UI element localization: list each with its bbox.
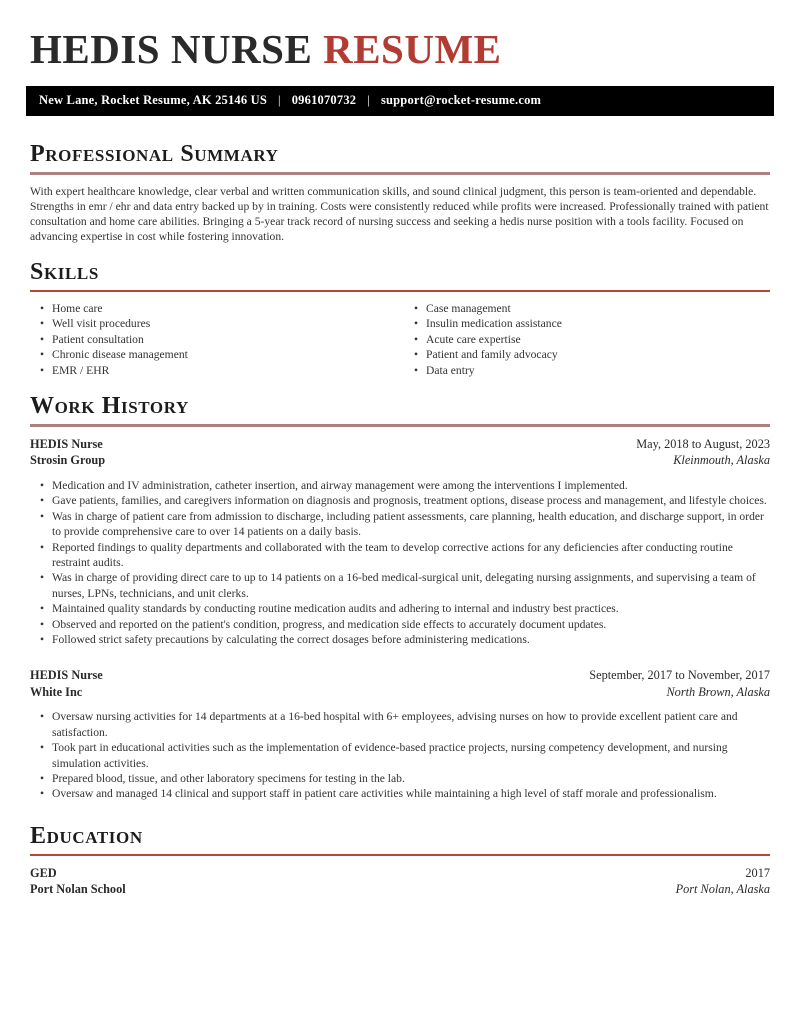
resume-title-primary: HEDIS NURSE [30,26,313,72]
job-title-row [30,436,770,453]
job-dates: May, 2018 to August, 2023 [636,436,770,451]
job-bullet-list [30,478,770,647]
skill-item: • EMR / EHR [30,363,399,378]
job-bullet: • Followed strict safety precautions by calculating the correct dosages before administering medications. [30,632,770,647]
education-year: 2017 [745,865,770,880]
job-dates: September, 2017 to November, 2017 [589,668,770,683]
contact-separator: | [367,93,370,108]
contact-address: New Lane, Rocket Resume, AK 25146 US [39,93,268,108]
section-rule [30,172,770,175]
job-bullet: • Reported findings to quality departments and collaborated with the team to develop corrective actions for any deficiencies after conducting routine restraint audits. [30,540,770,571]
job-bullet: • Took part in educational activities such as the implementation of evidence-based practice projects, nursing competency development, and nursing simulation activities. [30,740,770,771]
education-heading: Education [30,822,143,849]
job-location: Kleinmouth, Alaska [673,453,770,468]
skill-item: • Patient consultation [30,332,399,347]
job-bullet: • Oversaw nursing activities for 14 departments at a 16-bed hospital with 6+ employees, advising nurses on how to provide excellent patient care and satisfaction. [30,709,770,740]
skill-item: • Patient and family advocacy [401,347,770,362]
job-bullet: • Maintained quality standards by conducting routine medication audits and adhering to internal and industry best practices. [30,601,770,616]
job-entry [30,436,770,647]
education-entry [30,865,770,898]
skill-item: • Chronic disease management [30,347,399,362]
job-title: HEDIS Nurse [30,436,103,451]
education-school-row [30,881,770,898]
skill-item: • Acute care expertise [401,332,770,347]
job-company: Strosin Group [30,453,106,468]
summary-text: With expert healthcare knowledge, clear verbal and written communication skills, and sound clinical judgment, this person is team-oriented and dependable. Strengths in emr / ehr and data entry backed up by in training. Costs were consistently reduced while profits were increased. Professionally trained with patient consultation and home care abilities. Bringing a 5-year track record of nursing success and seeking a hedis nurse position with a tools facility. Focused on advancing expertise in cost while fostering innovation. [30,184,769,243]
section-rule [30,424,770,427]
job-bullet-list [30,709,770,801]
summary-heading: Professional Summary [30,140,279,167]
job-title: HEDIS Nurse [30,668,103,683]
education-degree-row [30,865,770,882]
job-company-row [30,452,770,469]
job-company: White Inc [30,684,83,699]
contact-email: support@rocket-resume.com [380,93,542,108]
job-bullet: • Prepared blood, tissue, and other laboratory specimens for testing in the lab. [30,771,770,786]
education-school: Port Nolan School [30,882,126,897]
skill-item: • Case management [401,301,770,316]
job-bullet: • Medication and IV administration, catheter insertion, and airway management were among the interventions I implemented. [30,478,770,493]
skills-column-left [30,301,399,378]
skill-item: • Well visit procedures [30,316,399,331]
section-skills [30,260,770,378]
job-location: North Brown, Alaska [666,684,770,699]
section-rule [30,290,770,292]
job-company-row [30,684,770,701]
education-location: Port Nolan, Alaska [675,882,770,897]
job-bullet: • Was in charge of providing direct care to up to 14 patients on a 16-bed medical-surgical unit, delegating nursing assignments, and supervising a team of nurses, LPNs, technicians, and unit clerks. [30,570,770,601]
education-degree: GED [30,865,57,880]
job-bullet: • Observed and reported on the patient's condition, progress, and medication side effects to accurately document updates. [30,617,770,632]
skill-item: • Home care [30,301,399,316]
work-history-heading: Work History [30,392,189,419]
resume-title [30,27,770,73]
job-title-row [30,667,770,684]
skills-grid [30,301,770,378]
skills-heading: Skills [30,258,99,285]
job-bullet: • Was in charge of patient care from admission to discharge, including patient assessments, care planning, health education, and discharge support, in order to provide comprehensive care to over 14 patients on a daily basis. [30,509,770,540]
section-work-history [30,394,770,802]
job-bullet: • Oversaw and managed 14 clinical and support staff in patient care activities while maintaining a high level of staff morale and professionalism. [30,786,770,801]
section-rule [30,854,770,856]
contact-separator: | [278,93,281,108]
skills-column-right [401,301,770,378]
contact-phone: 0961070732 [291,93,357,108]
job-bullet: • Gave patients, families, and caregivers information on diagnosis and prognosis, treatment options, disease process and management, and lifestyle choices. [30,493,770,508]
contact-bar [26,86,774,116]
section-professional-summary [30,142,770,244]
resume-title-accent: RESUME [323,26,502,72]
skill-item: • Data entry [401,363,770,378]
section-education [30,824,770,898]
job-entry [30,667,770,801]
skill-item: • Insulin medication assistance [401,316,770,331]
